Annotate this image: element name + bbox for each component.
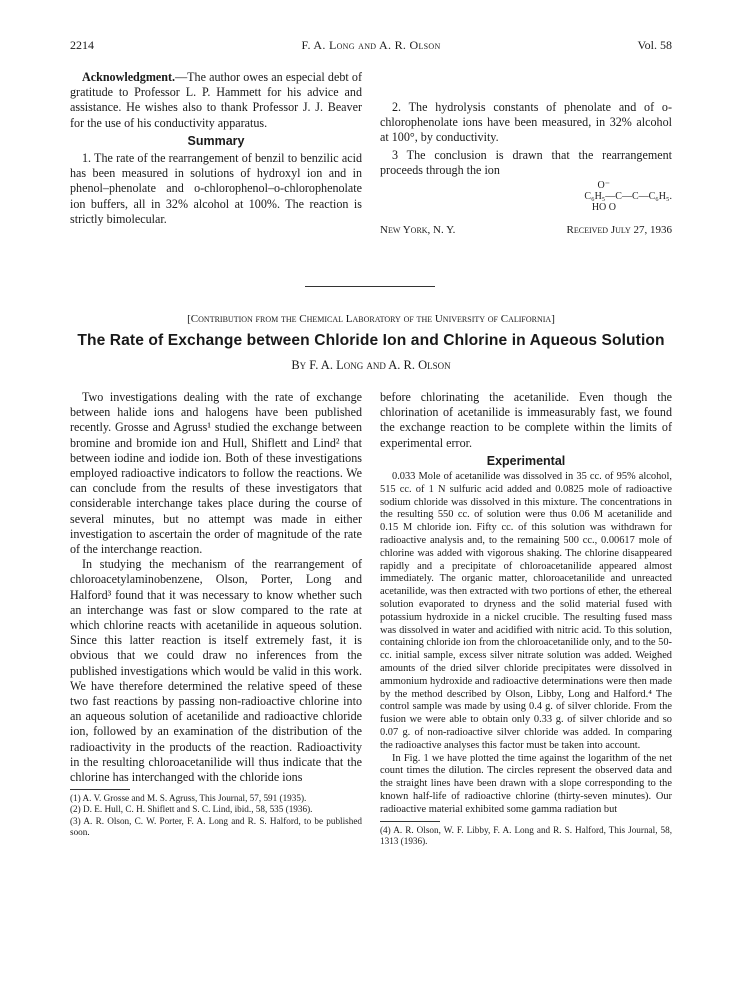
summary-item-1: 1. The rate of the rearrangement of benzil to benzilic acid has been measured in solutions of hydroxyl ion and in phenol–phenolate and o-chlorophenol–o-chlorophenolate ion buffers, all in 32% alcohol at 100%. The reaction is strictly bimolecular. <box>70 151 362 226</box>
experimental-paragraph-1: 0.033 Mole of acetanilide was dissolved in 35 cc. of 95% alcohol, 515 cc. of 1 N sulfuric acid added and 0.0825 mole of radioactive sodium chloride was dissolved in this mixture. The concentrations in the resulting 550 cc. of solution were thus 0.06 M acetanilide and 0.15 M chloride ion. Fifty cc. of this solution was withdrawn for radioactive analysis and, to the remaining 500 cc., 0.00617 mole of chlorine was added with vigorous shaking. The chlorine disappeared rapidly and a precipitate of chloroacetanilide appeared almost immediately. The organic matter, chloroacetanilide and unreacted acetanilide, was then extracted with two portions of ether, the ethereal solution evaporated to dryness and the solid material fused with potassium hydroxide in a nickel crucible. The resulting fused mass was dissolved in water and acidified with nitric acid. To this solution, containing chloride ion from the chloroacetanilide only, and to the 50-cc. initial sample, excess silver nitrate solution was added. Weighed amounts of the dried silver chloride precipitates were dissolved in ammonium hydroxide and radioactive determinations were then made by the method described by Olson, Libby, Long and Halford.⁴ The control sample was made by using 0.4 g. of silver chloride. From the fusion we were able to obtain only 0.33 g. of silver chloride and so 0.07 g. of non-radioactive silver chloride was added. In comparing the radioactive analyses this factor must be taken into account. <box>380 471 672 751</box>
footnote-rule-right <box>380 821 440 822</box>
summary-item-1-cont <box>380 70 672 100</box>
footnote-2: (2) D. E. Hull, C. H. Shiflett and S. C. Lind, ibid., 58, 535 (1936). <box>70 804 313 815</box>
body-right-column <box>380 390 672 847</box>
byline: By F. A. Long and A. R. Olson <box>291 358 451 372</box>
journal-page <box>70 38 672 846</box>
article-title: The Rate of Exchange between Chloride Ion and Chlorine in Aqueous Solution <box>77 332 665 349</box>
ion-formula <box>380 180 672 213</box>
signature-row <box>380 223 672 238</box>
page-number: 2214 <box>70 38 94 52</box>
body-paragraph-1: Two investigations dealing with the rate of exchange between halide ions and halogens have been published recently. Grosse and Agruss¹ studied the exchange between bromine and bromide ion and Hull, Shiflett and Lind² that between iodine and iodide ion. Both of these investigations employed radioactive indicators to follow the reactions. We can conclude from the results of these investigators that considerable interchange takes place during the course of several minutes, but no attempt was made in either investigation to ascertain the order of magnitude of the rate of the interchange reaction. <box>70 390 362 557</box>
contribution-line: [Contribution from the Chemical Laboratory of the University of California] <box>187 313 555 325</box>
experimental-heading: Experimental <box>486 453 566 468</box>
place: New York, N. Y. <box>380 224 456 237</box>
summary-item-2: 2. The hydrolysis constants of phenolate and of o-chlorophenolate ions have been measured, in 32% alcohol at 100°, by conductivity. <box>380 100 672 145</box>
body-paragraph-2: In studying the mechanism of the rearrangement of chloroacetylaminobenzene, Olson, Porter, Long and Halford³ found that it was necessary to know whether such an interchange was fast or slow compared to the rate at which chlorine reacts with acetanilide in aqueous solution. Since this latter reaction is itself extremely fast, it is obvious that we could draw no inferences from the published investigations which would be valid in this work. We have therefore determined the relative speed of these two fast reactions by passing non-radioactive chlorine into an aqueous solution of acetanilide and radioactive chloride ion, followed by an examination of the distribution of the radioactivity in the products of the reaction. Radioactivity in the resulting chloroacetanilide will thus indicate that the chlorine has interchanged with the chloride ions <box>70 557 362 785</box>
summary-item-3: 3 The conclusion is drawn that the rearrangement proceeds through the ion <box>380 147 672 177</box>
body-paragraph-3: before chlorinating the acetanilide. Even though the chlorination of acetanilide is immeasurably fast, we found the exchange reaction to be complete within the limits of experimental error. <box>380 390 672 450</box>
received-date: Received July 27, 1936 <box>566 224 672 237</box>
ion-bottom: HO O <box>591 202 616 214</box>
footnote-1: (1) A. V. Grosse and M. S. Agruss, This Journal, 57, 591 (1935). <box>70 793 307 804</box>
previous-article-tail <box>70 58 672 288</box>
running-authors: F. A. Long and A. R. Olson <box>301 38 441 52</box>
ion-top: O⁻ <box>597 180 610 192</box>
experimental-paragraph-2: In Fig. 1 we have plotted the time against the logarithm of the net count times the dilution. The circles represent the observed data and the straight lines have been drawn with a slope corresponding to the known half-life of radioactive chlorine (thirty-seven minutes). Our radioactive material exhibited some gamma radiation but <box>380 752 672 815</box>
ion-main: C₆H₅—C—C—C₆H₅. <box>584 191 672 203</box>
body-left-column <box>70 390 362 838</box>
footnote-rule <box>70 789 130 790</box>
acknowledgment: Acknowledgment.—The author owes an especial debt of gratitude to Professor L. P. Hammett for his advice and assistance. He wishes also to thank Professor J. J. Beaver for the use of his conductivity apparatus. <box>70 70 362 130</box>
footnote-4: (4) A. R. Olson, W. F. Libby, F. A. Long and R. S. Halford, This Journal, 58, 1313 (1936). <box>380 824 672 846</box>
volume-label: Vol. 58 <box>637 38 672 52</box>
footnote-3: (3) A. R. Olson, C. W. Porter, F. A. Long and R. S. Halford, to be published soon. <box>70 815 362 837</box>
running-header <box>70 38 672 58</box>
summary-heading: Summary <box>187 133 245 148</box>
section-divider <box>305 286 435 287</box>
